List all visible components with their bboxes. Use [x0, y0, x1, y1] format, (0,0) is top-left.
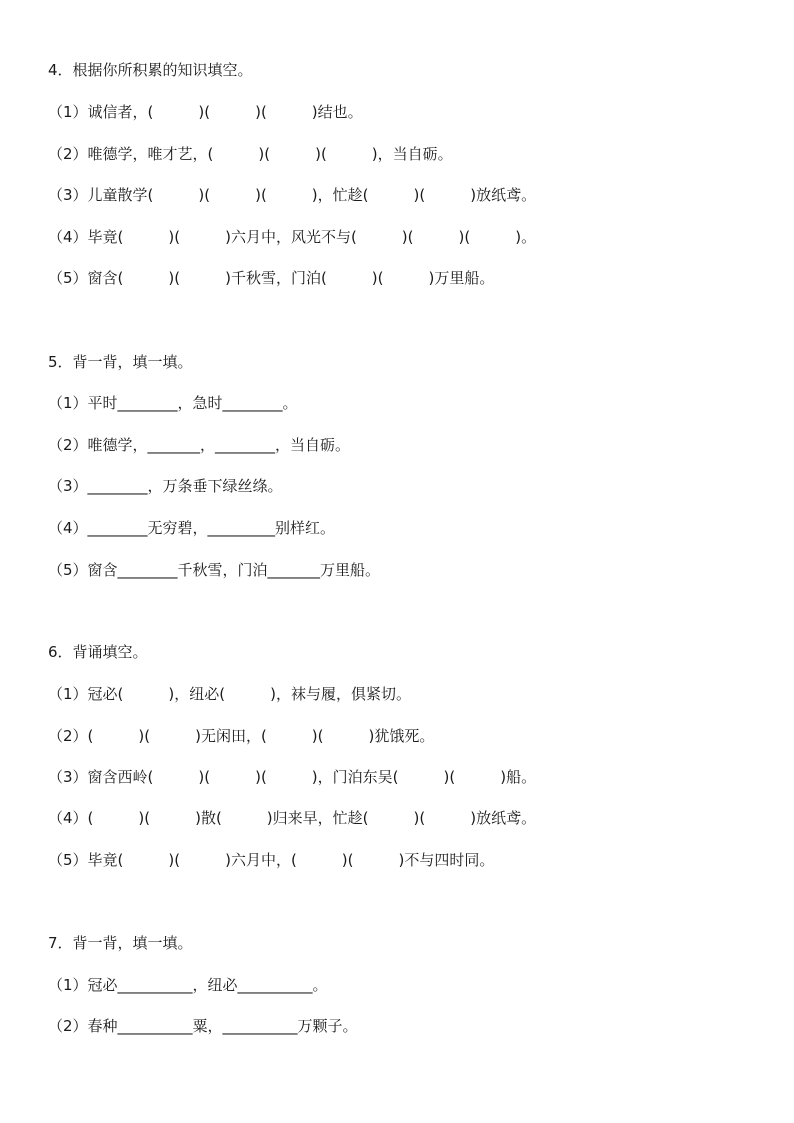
question-5-item-4: （4）________无穷碧，_________别样红。 [48, 519, 336, 537]
question-6-item-3: （3）窗含西岭( )( )( )，门泊东吴( )( )船。 [48, 768, 537, 786]
question-4-title: 4．根据你所积累的知识填空。 [48, 61, 253, 79]
question-4-item-2: （2）唯德学，唯才艺，( )( )( )，当自砺。 [48, 145, 453, 163]
question-5-item-2: （2）唯德学，_______，________，当自砺。 [48, 436, 351, 454]
question-4-item-1: （1）诚信者，( )( )( )结也。 [48, 103, 363, 121]
question-6-title: 6．背诵填空。 [48, 643, 148, 661]
question-6-item-4: （4）( )( )散( )归来早，忙趁( )( )放纸鸢。 [48, 809, 537, 827]
question-6-item-2: （2）( )( )无闲田，( )( )犹饿死。 [48, 727, 435, 745]
question-5-title: 5．背一背，填一填。 [48, 353, 193, 371]
question-7-item-2: （2）春种__________粟，__________万颗子。 [48, 1017, 358, 1035]
question-6-item-1: （1）冠必( )，纽必( )，袜与履，俱紧切。 [48, 685, 411, 703]
question-4-item-3: （3）儿童散学( )( )( )，忙趁( )( )放纸鸢。 [48, 186, 537, 204]
question-5-item-1: （1）平时________，急时________。 [48, 394, 298, 412]
question-6-item-5: （5）毕竟( )( )六月中，( )( )不与四时同。 [48, 851, 495, 869]
question-4-item-5: （5）窗含( )( )千秋雪，门泊( )( )万里船。 [48, 269, 495, 287]
question-7-title: 7．背一背，填一填。 [48, 934, 193, 952]
question-7-item-1: （1）冠必__________，纽必__________。 [48, 976, 328, 994]
question-5-item-5: （5）窗含________千秋雪，门泊_______万里船。 [48, 561, 381, 579]
question-4-item-4: （4）毕竟( )( )六月中，风光不与( )( )( )。 [48, 228, 537, 246]
question-5-item-3: （3）________，万条垂下绿丝绦。 [48, 477, 283, 495]
